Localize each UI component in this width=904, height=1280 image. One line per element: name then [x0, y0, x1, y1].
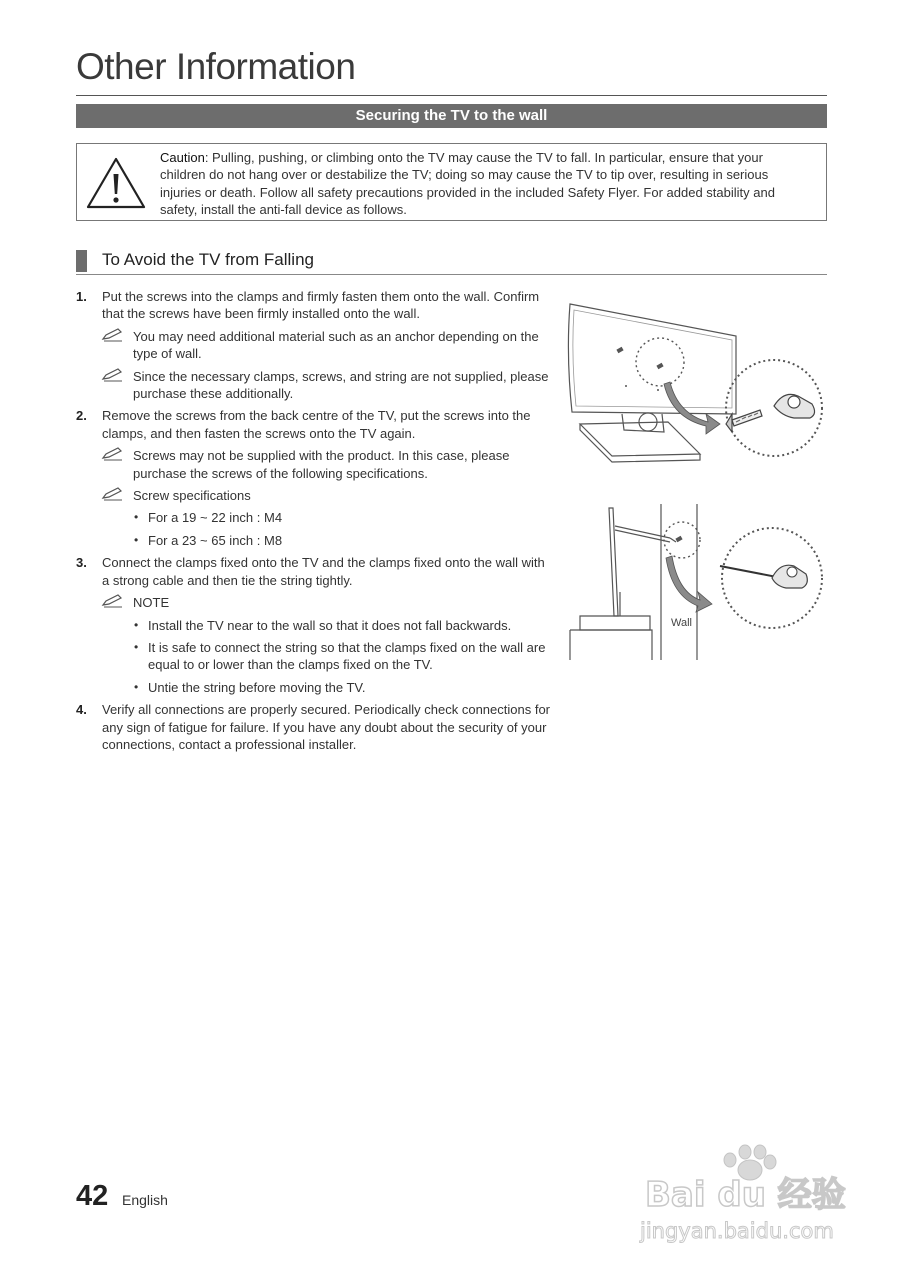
bullet-dot: • — [134, 532, 139, 547]
watermark-brand: Bai du 经验 — [645, 1175, 846, 1215]
bullet-text: Install the TV near to the wall so that it does not fall backwards. — [148, 617, 512, 633]
bullet-text: For a 19 ~ 22 inch : M4 — [148, 510, 283, 526]
bullet-dot: • — [134, 617, 139, 632]
wall-label: Wall — [671, 617, 692, 629]
step-2 — [76, 407, 552, 442]
note — [76, 328, 552, 363]
step-4 — [76, 701, 552, 753]
bullet-text: It is safe to connect the string so that the clamps fixed on the wall are equal to or lower than the clamps fixed on the TV. — [148, 639, 546, 673]
note-label: NOTE — [133, 595, 170, 611]
pencil-note-icon — [101, 445, 125, 461]
pencil-note-icon — [101, 326, 125, 342]
step-3 — [76, 554, 552, 589]
page-language: English — [122, 1192, 168, 1208]
step-text: Put the screws into the clamps and firmly fasten them onto the wall. Confirm that the screws have been firmly installed onto the wall. — [102, 289, 540, 322]
note-text: You may need additional material such as an anchor depending on the type of wall. — [133, 328, 539, 362]
step-number: 4. — [76, 702, 87, 718]
section-header: Securing the TV to the wall — [76, 104, 827, 128]
warning-triangle-icon — [83, 152, 149, 212]
step-text: Verify all connections are properly secured. Periodically check connections for any sign of fatigue for failure. If you have any doubt about the security of your connections, contact a professional installer. — [102, 702, 551, 752]
bullet-item — [76, 509, 552, 526]
bullet-item — [76, 617, 552, 634]
bullet-text: Untie the string before moving the TV. — [148, 679, 366, 695]
note-text: Since the necessary clamps, screws, and string are not supplied, please purchase these additionally. — [133, 368, 549, 402]
tv-wall-side-figure — [566, 500, 830, 662]
note — [76, 368, 552, 403]
caution-box — [76, 143, 827, 221]
note — [76, 594, 552, 611]
subheading-marker — [76, 250, 87, 272]
bullet-dot: • — [134, 639, 139, 654]
subheading — [76, 249, 827, 275]
pencil-note-icon — [101, 592, 125, 608]
bullet-text: For a 23 ~ 65 inch : M8 — [148, 532, 283, 548]
step-text: Remove the screws from the back centre of the TV, put the screws into the clamps, and then fasten the screws onto the TV again. — [102, 408, 531, 441]
step-number: 3. — [76, 555, 87, 571]
bullet-dot: • — [134, 510, 139, 525]
baidu-watermark-logo — [630, 1140, 860, 1250]
step-number: 2. — [76, 408, 87, 424]
bullet-item — [76, 679, 552, 696]
bullet-item — [76, 532, 552, 549]
step-text: Connect the clamps fixed onto the TV and the clamps fixed onto the wall with a strong cable and then tie the string tightly. — [102, 555, 545, 588]
watermark-url: jingyan.baidu.com — [640, 1219, 834, 1243]
note — [76, 487, 552, 504]
bullet-item — [76, 639, 552, 674]
caution-label: Caution — [160, 150, 205, 165]
pencil-note-icon — [101, 485, 125, 501]
title-divider — [76, 95, 827, 96]
bullet-dot: • — [134, 679, 139, 694]
subheading-text: To Avoid the TV from Falling — [102, 250, 314, 269]
note-text: Screw specifications — [133, 488, 251, 504]
pencil-note-icon — [101, 366, 125, 382]
caution-text — [160, 149, 810, 219]
note — [76, 447, 552, 482]
step-1 — [76, 288, 552, 323]
caution-body: : Pulling, pushing, or climbing onto the TV may cause the TV to fall. In particular, ensure that your children do not hang over or destabilize the TV; doing so may cause the TV to tip over, resulting in serious injuries or death. Follow all safety precautions provided in the included Safety Flyer. For added stability and safety, install the anti-fall device as follows. — [160, 150, 775, 218]
page-title: Other Information — [76, 46, 356, 87]
steps-list — [76, 288, 552, 758]
note-text: Screws may not be supplied with the product. In this case, please purchase the screws of the following specifications. — [133, 448, 510, 481]
page-number: 42 — [76, 1180, 109, 1212]
step-number: 1. — [76, 289, 87, 304]
tv-back-clamp-figure — [560, 296, 830, 466]
